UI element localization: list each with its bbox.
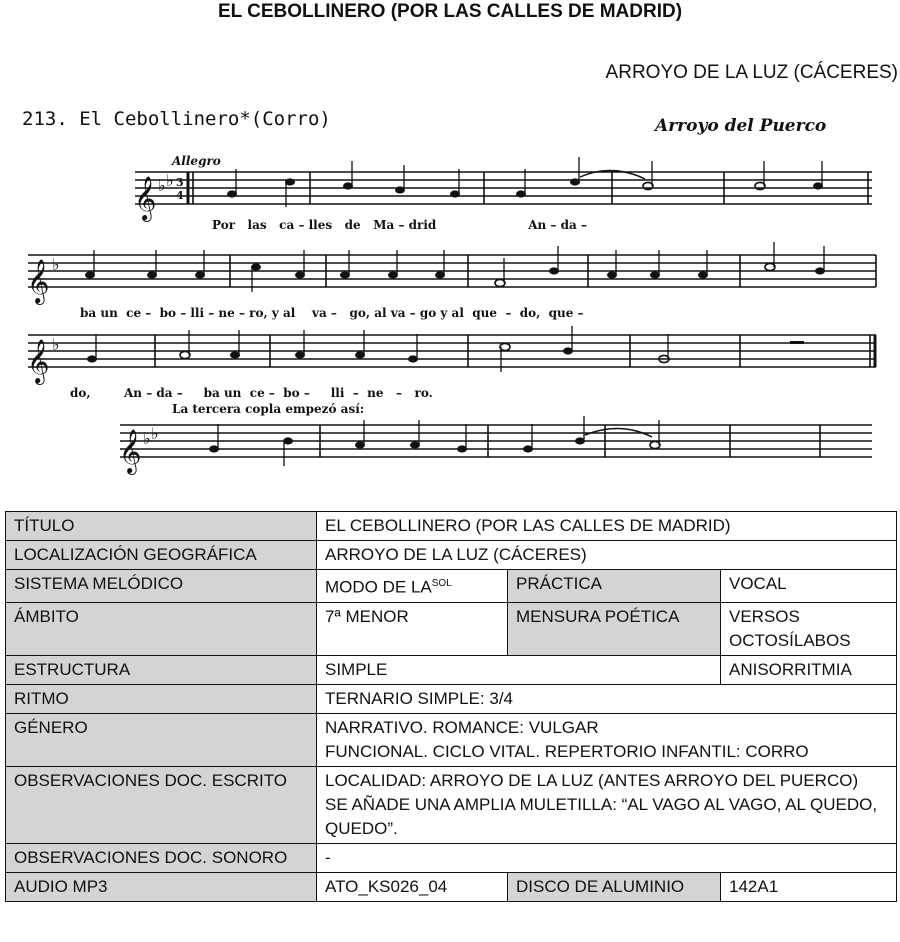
metadata-table [5,511,897,902]
flat-icon: ♭ [52,255,60,274]
obs-escrito-line-2: SE AÑADE UNA AMPLIA MULETILLA: “AL VAGO AL VAGO, AL QUEDO, QUEDO”. [325,794,878,838]
practica-value: VOCAL [721,570,897,603]
staff-1 [135,172,872,204]
treble-clef-icon: 𝄞 [119,429,142,473]
score-heading: 213. El Cebollinero*(Corro) [22,108,331,130]
titulo-value: EL CEBOLLINERO (POR LAS CALLES DE MADRID) [317,512,897,541]
estructura-value: SIMPLE [317,655,721,684]
estructura-extra: ANISORRITMIA [721,655,897,684]
obs-escrito-value [317,766,897,843]
music-score [0,95,900,475]
flat-icon: ♭ [143,429,151,448]
ambito-label: ÁMBITO [6,602,317,655]
obs-escrito-line-1: LOCALIDAD: ARROYO DE LA LUZ (ANTES ARROYO DEL PUERCO) [325,770,859,790]
staff-3 [28,335,876,367]
table-row [6,766,897,843]
table-row [6,684,897,713]
localizacion-label: LOCALIZACIÓN GEOGRÁFICA [6,541,317,570]
region-heading: ARROYO DE LA LUZ (CÁCERES) [605,62,898,83]
table-row [6,872,897,901]
genero-line-1: NARRATIVO. ROMANCE: VULGAR [325,717,599,737]
ritmo-label: RITMO [6,684,317,713]
treble-clef-icon: 𝄞 [134,176,157,220]
sistema-superscript: SOL [431,578,452,589]
staff-4 [120,425,872,457]
flat-icon: ♭ [158,176,166,195]
table-row [6,512,897,541]
ritmo-value: TERNARIO SIMPLE: 3/4 [317,684,897,713]
titulo-label: TÍTULO [6,512,317,541]
table-row [6,570,897,603]
obs-escrito-label: OBSERVACIONES DOC. ESCRITO [6,766,317,843]
genero-line-2: FUNCIONAL. CICLO VITAL. REPERTORIO INFANTIL: CORRO [325,741,809,761]
lyrics-line-2: ba un ce – bo – lli – ne – ro, y al va – go, al va – go y al que – do, que – [80,306,584,320]
lyrics-line-1: Por las ca – lles de Ma – drid An – da – [212,218,587,232]
disco-value: 142A1 [721,872,897,901]
table-row [6,655,897,684]
notes-staff-2 [85,242,825,292]
notes-staff-1 [227,157,823,207]
table-row [6,541,897,570]
table-row [6,602,897,655]
audio-value: ATO_KS026_04 [317,872,508,901]
sistema-label: SISTEMA MELÓDICO [6,570,317,603]
practica-label: PRÁCTICA [508,570,721,603]
tempo-marking: Allegro [172,154,221,168]
estructura-label: ESTRUCTURA [6,655,317,684]
obs-sonoro-value: - [317,843,897,872]
treble-clef-icon: 𝄞 [27,339,50,383]
genero-label: GÉNERO [6,713,317,766]
mensura-label: MENSURA POÉTICA [508,602,721,655]
table-row [6,843,897,872]
flat-icon: ♭ [52,335,60,354]
time-signature: 4 [176,189,184,202]
flat-icon: ♭ [151,424,159,443]
document-title: EL CEBOLLINERO (POR LAS CALLES DE MADRID) [217,1,683,22]
lyrics-line-3: do, An – da – ba un ce – bo – lli – ne – ro. [70,386,433,400]
audio-label: AUDIO MP3 [6,872,317,901]
flat-icon: ♭ [166,171,174,190]
staff-2 [28,255,876,287]
mensura-value: VERSOS OCTOSÍLABOS [721,602,897,655]
sistema-value: MODO DE $LA^{SOL}$ [317,570,508,603]
obs-sonoro-label: OBSERVACIONES DOC. SONORO [6,843,317,872]
score-place: Arroyo del Puerco [655,116,827,136]
score-note: La tercera copla empezó así: [172,402,365,416]
table-row [6,713,897,766]
ambito-value: 7ª MENOR [317,602,508,655]
treble-clef-icon: 𝄞 [27,259,50,303]
disco-label: DISCO DE ALUMINIO [508,872,721,901]
localizacion-value: ARROYO DE LA LUZ (CÁCERES) [317,541,897,570]
notes-staff-3 [87,326,804,372]
genero-value [317,713,897,766]
time-signature: 3 [176,176,184,189]
